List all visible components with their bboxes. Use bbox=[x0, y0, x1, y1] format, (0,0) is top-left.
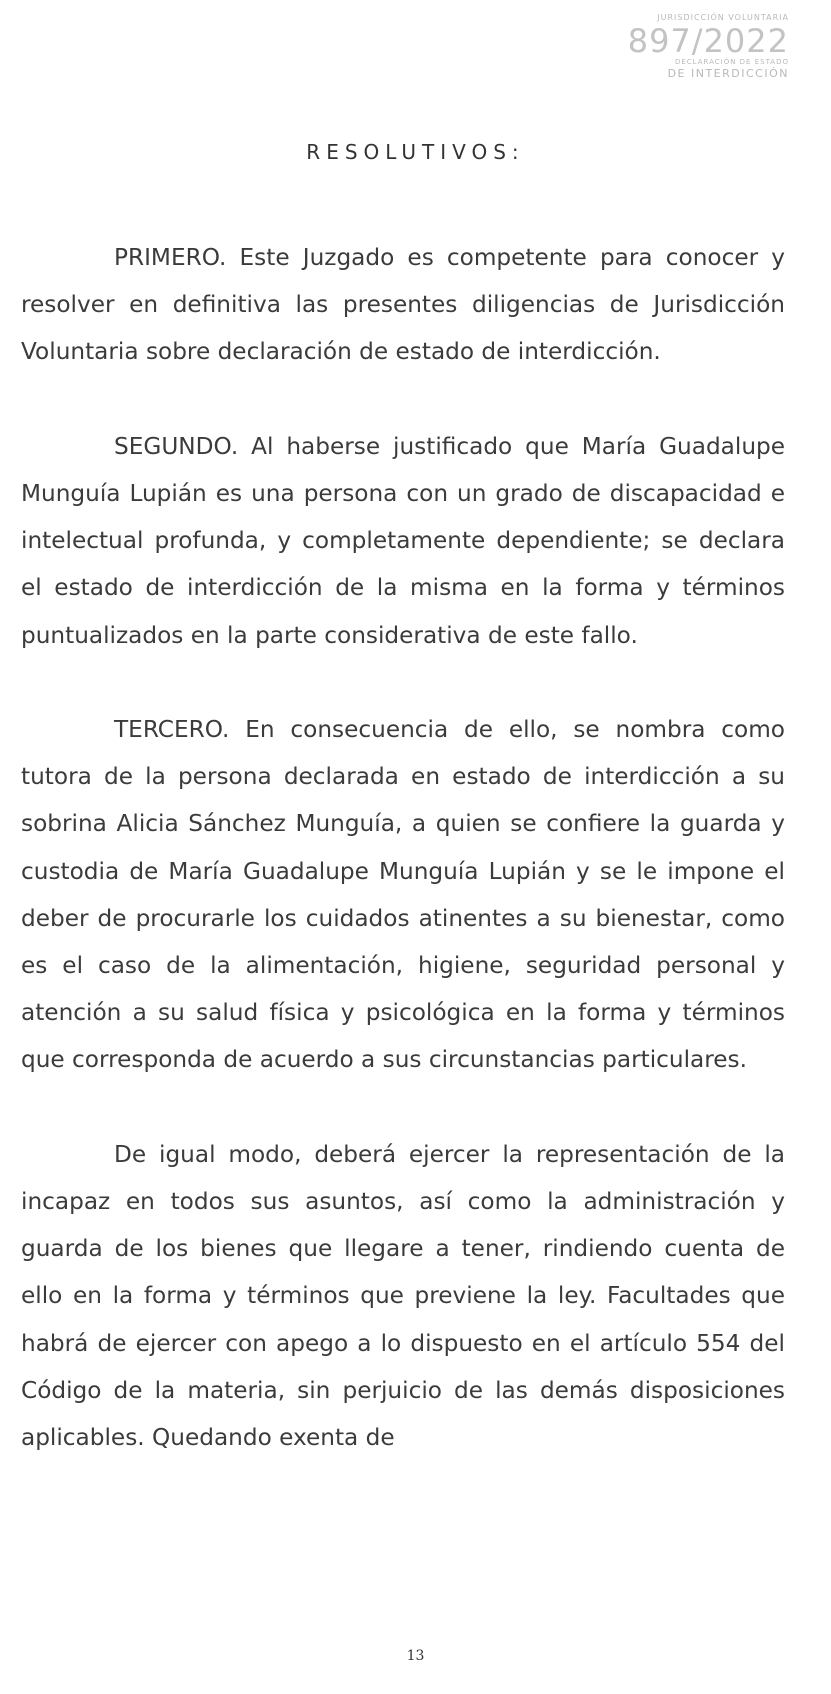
paragraph-segundo: SEGUNDO. Al haberse justificado que María Guadalupe Munguía Lupián es una persona con un grado de discapacidad e intelectual profunda, y completamente dependiente; se declara el estado de interdicción de la misma en la forma y términos puntualizados en la parte considerativa de este fallo. bbox=[21, 432, 785, 649]
stamp-jurisdiction: JURISDICCIÓN VOLUNTARIA bbox=[657, 13, 789, 22]
document-body bbox=[21, 234, 785, 1461]
section-heading: RESOLUTIVOS: bbox=[306, 140, 525, 164]
stamp-case-number: 897/2022 bbox=[627, 22, 789, 60]
paragraph-tercero: TERCERO. En consecuencia de ello, se nombra como tutora de la persona declarada en estado de interdicción a su sobrina Alicia Sánchez Munguía, a quien se confiere la guarda y custodia de María Guadalupe Munguía Lupián y se le impone el deber de procurarle los cuidados atinentes a su bienestar, como es el caso de la alimentación, higiene, seguridad personal y atención a su salud física y psicológica en la forma y términos que corresponda de acuerdo a sus circunstancias particulares. bbox=[21, 716, 785, 1074]
case-stamp bbox=[599, 14, 789, 79]
page-number: 13 bbox=[406, 1648, 425, 1664]
stamp-declaration: DECLARACIÓN DE ESTADO bbox=[674, 58, 789, 66]
paragraph-primero: PRIMERO. Este Juzgado es competente para conocer y resolver en definitiva las presentes diligencias de Jurisdicción Voluntaria sobre declaración de estado de interdicción. bbox=[21, 244, 785, 366]
stamp-interdiction: DE INTERDICCIÓN bbox=[667, 67, 789, 80]
paragraph-continuation: De igual modo, deberá ejercer la representación de la incapaz en todos sus asuntos, así como la administración y guarda de los bienes que llegare a tener, rindiendo cuenta de ello en la forma y términos que previene la ley. Facultades que habrá de ejercer con apego a lo dispuesto en el artículo 554 del Código de la materia, sin perjuicio de las demás disposiciones aplicables. Quedando exenta de bbox=[21, 1140, 785, 1452]
